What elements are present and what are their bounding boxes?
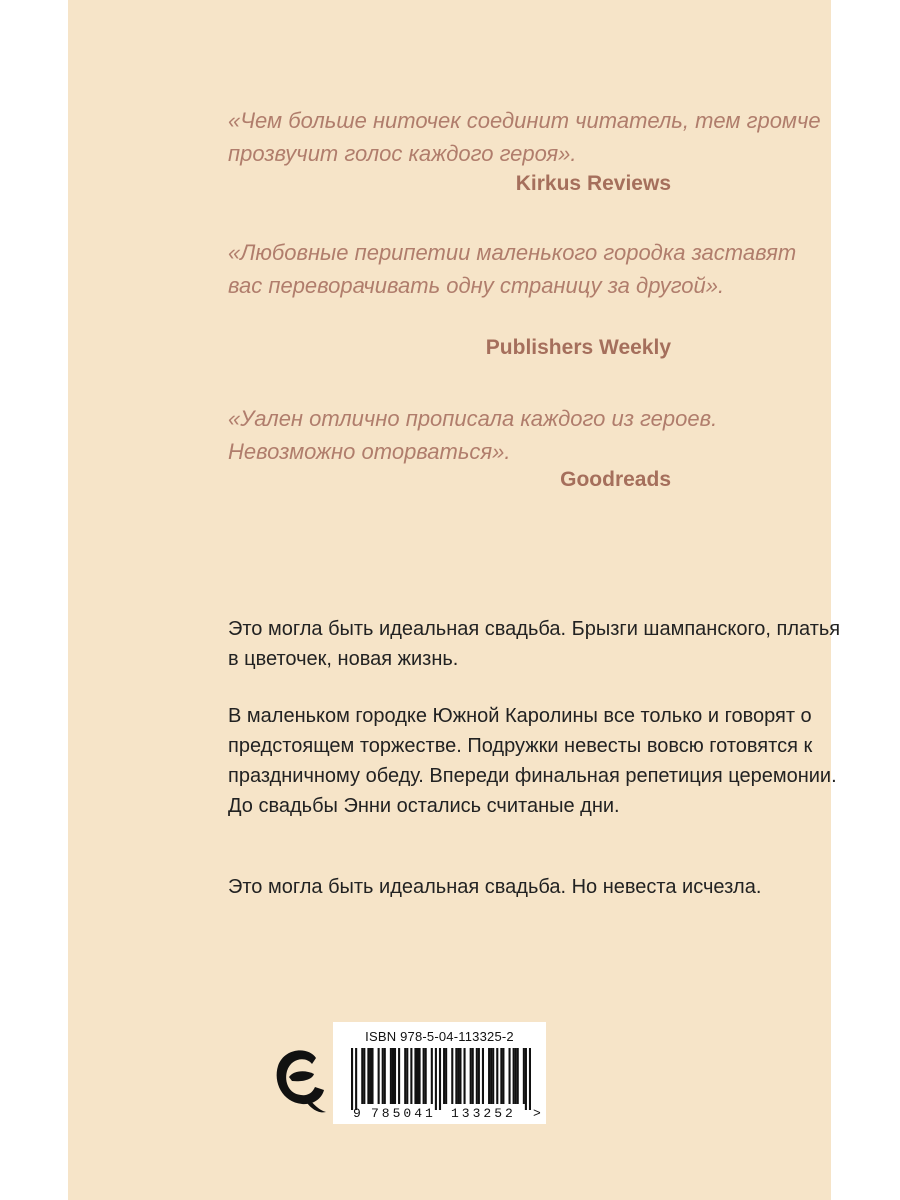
barcode-digit-end: > — [533, 1106, 541, 1121]
barcode-bar — [451, 1048, 453, 1104]
barcode-bar — [382, 1048, 384, 1104]
description-paragraph-2: В маленьком городке Южной Каролины все только и говорят о предстоящем торжестве. Подружки невесты вовсю готовятся к праздничному обеду. Впереди финальная репетиция церемонии. До свадьбы Энни остались считаные дни. — [228, 705, 837, 817]
barcode-bar — [472, 1048, 474, 1104]
barcode-bar — [509, 1048, 511, 1104]
barcode-digits — [333, 1106, 546, 1122]
back-cover — [68, 0, 841, 1200]
description-paragraph-1: Это могла быть идеальная свадьба. Брызги шампанского, платья в цветочек, новая жизнь. — [228, 618, 841, 670]
barcode-digit-group-1: 785041 — [371, 1106, 436, 1121]
barcode-bar — [443, 1048, 445, 1104]
barcode-bar — [455, 1048, 457, 1104]
barcode-bar — [457, 1048, 459, 1104]
barcode-bar — [502, 1048, 504, 1104]
quote-3-source: Goodreads — [560, 468, 671, 491]
barcode-bar — [363, 1048, 365, 1104]
isbn-barcode — [333, 1022, 546, 1124]
barcode-bar — [464, 1048, 466, 1104]
barcode-bar — [384, 1048, 386, 1104]
barcode-bar — [476, 1048, 478, 1104]
barcode-bar — [525, 1048, 527, 1110]
barcode-bar — [355, 1048, 357, 1110]
barcode-bar — [459, 1048, 461, 1104]
quote-1-source: Kirkus Reviews — [515, 172, 671, 195]
barcode-bar — [367, 1048, 369, 1104]
barcode-digit-lead: 9 — [353, 1106, 361, 1121]
barcode-bar — [439, 1048, 441, 1110]
barcode-bar — [470, 1048, 472, 1104]
barcode-bar — [492, 1048, 494, 1104]
barcode-bar — [406, 1048, 408, 1104]
barcode-bar — [410, 1048, 412, 1104]
barcode-bar — [478, 1048, 480, 1104]
barcode-bar — [513, 1048, 515, 1104]
barcode-bar — [517, 1048, 519, 1104]
barcode-bar — [523, 1048, 525, 1104]
quote-2: «Любовные перипетии маленького городка заставят вас переворачивать одну страницу за другой». — [228, 240, 797, 298]
barcode-bars — [351, 1048, 531, 1110]
barcode-bar — [416, 1048, 418, 1104]
barcode-bar — [425, 1048, 427, 1104]
quote-1: «Чем больше ниточек соединит читатель, тем громче прозвучит голос каждого героя». — [228, 108, 821, 166]
barcode-bar — [445, 1048, 447, 1104]
isbn-label: ISBN 978-5-04-113325-2 — [365, 1029, 514, 1044]
barcode-bar — [351, 1048, 353, 1110]
barcode-bar — [515, 1048, 517, 1104]
barcode-bar — [500, 1048, 502, 1104]
barcode-bar — [378, 1048, 380, 1104]
barcode-digit-group-2: 133252 — [451, 1106, 516, 1121]
publisher-logo-icon — [272, 1044, 328, 1114]
quote-2-source: Publishers Weekly — [485, 336, 671, 359]
barcode-bar — [488, 1048, 490, 1104]
barcode-bar — [361, 1048, 363, 1104]
barcode-bar — [435, 1048, 437, 1110]
barcode-bar — [414, 1048, 416, 1104]
barcode-bar — [392, 1048, 394, 1104]
barcode-bar — [371, 1048, 373, 1104]
description-paragraph-3: Это могла быть идеальная свадьба. Но невеста исчезла. — [228, 876, 762, 898]
barcode-bar — [369, 1048, 371, 1104]
barcode-bar — [496, 1048, 498, 1104]
barcode-bar — [394, 1048, 396, 1104]
barcode-bar — [482, 1048, 484, 1104]
barcode-bar — [419, 1048, 421, 1104]
barcode-bar — [390, 1048, 392, 1104]
barcode-bar — [490, 1048, 492, 1104]
barcode-bar — [398, 1048, 400, 1104]
quote-3: «Уален отлично прописала каждого из героев. Невозможно оторваться». — [228, 406, 718, 464]
barcode-bar — [529, 1048, 531, 1110]
barcode-bar — [431, 1048, 433, 1104]
barcode-bar — [423, 1048, 425, 1104]
barcode-bar — [404, 1048, 406, 1104]
